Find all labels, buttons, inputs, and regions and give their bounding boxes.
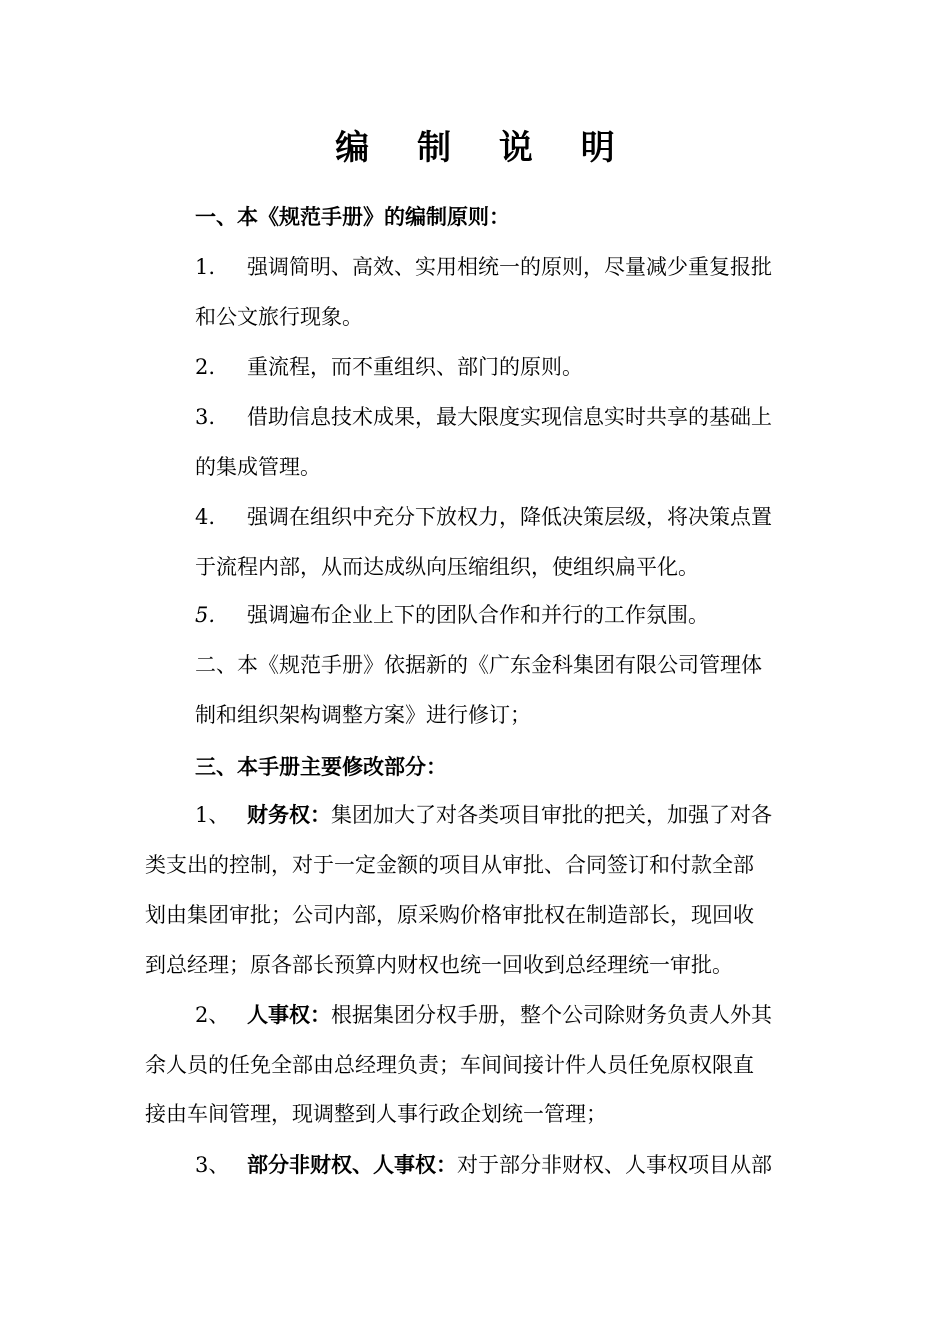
item-label: 财务权：	[247, 802, 331, 827]
item-text: 对于部分非财权、人事权项目从部	[457, 1153, 772, 1177]
item-text: 集团加大了对各类项目审批的把关，加强了对各	[331, 803, 772, 827]
item-number: 3.	[195, 405, 216, 429]
paragraph-line: 到总经理；原各部长预算内财权也统一回收到总经理统一审批。	[145, 953, 733, 977]
item-text: 强调简明、高效、实用相统一的原则，尽量减少重复报批	[247, 255, 772, 279]
section2-text: 二、本《规范手册》依据新的《广东金科集团有限公司管理体	[195, 653, 762, 677]
paragraph-item	[195, 800, 772, 830]
item-label: 人事权：	[247, 1002, 331, 1027]
paragraph-line: 类支出的控制，对于一定金额的项目从审批、合同签订和付款全部	[145, 853, 754, 877]
page-title: 编 制 说 明	[335, 128, 633, 168]
section1-heading: 一、本《规范手册》的编制原则：	[195, 204, 510, 229]
item-text-continued: 于流程内部，从而达成纵向压缩组织，使组织扁平化。	[195, 555, 699, 579]
item-number: 2、	[195, 1003, 230, 1027]
section3-heading: 三、本手册主要修改部分：	[195, 754, 447, 779]
item-number: 1.	[195, 255, 216, 279]
paragraph-item	[195, 1000, 772, 1030]
paragraph-line: 余人员的任免全部由总经理负责；车间间接计件人员任免原权限直	[145, 1053, 754, 1077]
item-label: 部分非财权、人事权：	[247, 1152, 457, 1177]
list-item	[195, 502, 772, 532]
section2-text-continued: 制和组织架构调整方案》进行修订；	[195, 703, 531, 727]
item-text: 借助信息技术成果，最大限度实现信息实时共享的基础上	[247, 405, 772, 429]
paragraph-line: 划由集团审批；公司内部，原采购价格审批权在制造部长，现回收	[145, 903, 754, 927]
item-number: 3、	[195, 1153, 230, 1177]
list-item	[195, 252, 772, 282]
paragraph-item	[195, 1150, 772, 1180]
item-text: 强调在组织中充分下放权力，降低决策层级，将决策点置	[247, 505, 772, 529]
item-number: 2.	[195, 355, 216, 379]
item-text-continued: 的集成管理。	[195, 455, 321, 479]
item-number: 1、	[195, 803, 230, 827]
list-item	[195, 352, 583, 382]
item-number: 4.	[195, 505, 216, 529]
item-text: 重流程，而不重组织、部门的原则。	[247, 355, 583, 379]
item-text: 根据集团分权手册，整个公司除财务负责人外其	[331, 1003, 772, 1027]
list-item	[195, 600, 709, 630]
item-text: 强调遍布企业上下的团队合作和并行的工作氛围。	[247, 603, 709, 627]
item-text-continued: 和公文旅行现象。	[195, 305, 363, 329]
paragraph-line: 接由车间管理，现调整到人事行政企划统一管理；	[145, 1102, 607, 1126]
item-number: 5.	[195, 603, 216, 627]
list-item	[195, 402, 772, 432]
